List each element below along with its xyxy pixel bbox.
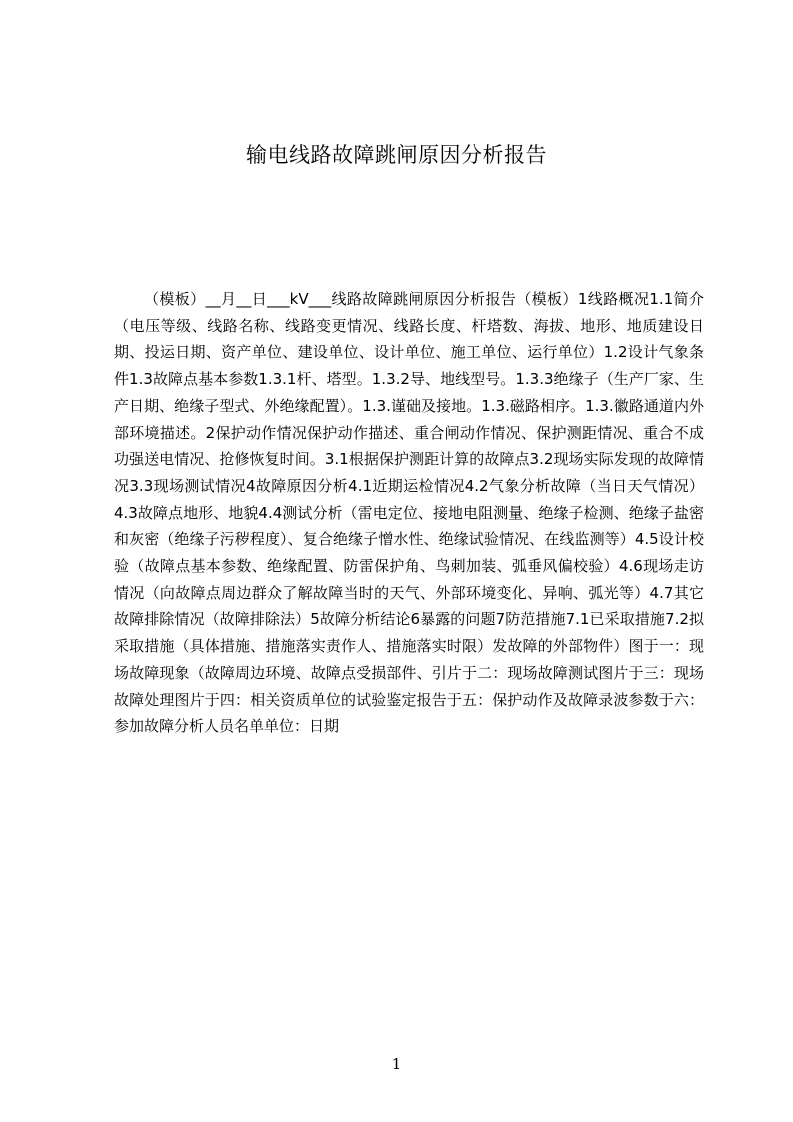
page-number: 1: [391, 1055, 402, 1073]
document-body: （模板）__月__日___kV___线路故障跳闸原因分析报告（模板）1线路概况1.1简介（电压等级、线路名称、线路变更情况、线路长度、杆塔数、海拔、地形、地质建设日期、投运日期、资产单位、建设单位、设计单位、施工单位、运行单位）1.2设计气象条件1.3故障点基本参数1.3.1杆、塔型。1.3.2导、地线型号。1.3.3绝缘子（生产厂家、生产日期、绝缘子型式、外绝缘配置）。1.3.谨础及接地。1.3.磁路相序。1.3.徽路通道内外部环境描述。2保护动作情况保护动作描述、重合闸动作情况、保护测距情况、重合不成功强送电情况、抢修恢复时间。3.1根据保护测距计算的故障点3.2现场实际发现的故障情况3.3现场测试情况4故障原因分析4.1近期运检情况4.2气象分析故障（当日天气情况）4.3故障点地形、地貌4.4测试分析（雷电定位、接地电阻测量、绝缘子检测、绝缘子盐密和灰密（绝缘子污秽程度）、复合绝缘子憎水性、绝缘试验情况、在线监测等）4.5设计校验（故障点基本参数、绝缘配置、防雷保护角、鸟刺加装、弧垂风偏校验）4.6现场走访情况（向故障点周边群众了解故障当时的天气、外部环境变化、异响、弧光等）4.7其它故障排除情况（故障排除法）5故障分析结论6暴露的问题7防范措施7.1已采取措施7.2拟采取措施（具体措施、措施落实责作人、措施落实时限）发故障的外部物件）图于一：现场故障现象（故障周边环境、故障点受损部件、引片于二：现场故障测试图片于三：现场故障处理图片于四：相关资质单位的试验鉴定报告于五：保护动作及故障录波参数于六：参加故障分析人员名单单位：日期: [114, 290, 704, 736]
document-title: 输电线路故障跳闸原因分析报告: [246, 143, 547, 167]
